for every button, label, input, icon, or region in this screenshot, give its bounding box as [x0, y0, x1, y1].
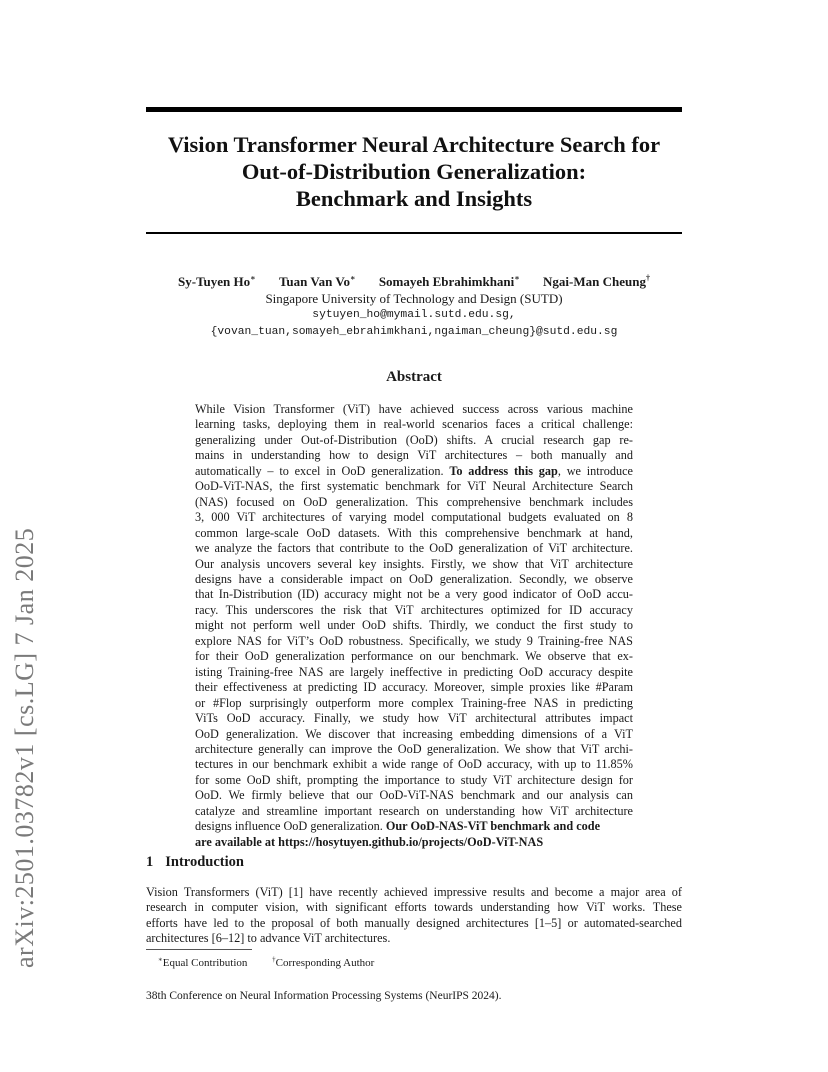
abstract-line: might not perform well under OoD shifts. Thirdly, we conduct the first study to	[195, 618, 633, 633]
footnote: †Corresponding Author	[272, 955, 375, 969]
abstract-line: While Vision Transformer (ViT) have achieved success across various machine	[195, 402, 633, 416]
abstract-line: 3, 000 ViT architectures of varying model computational budgets evaluated on 8	[195, 510, 633, 525]
author-names	[140, 270, 688, 290]
email-line: {vovan_tuan,somayeh_ebrahimkhani,ngaiman_cheung}@sutd.edu.sg	[210, 326, 618, 339]
abstract-line: ViTs OoD accuracy. Finally, we study how ViT architectural attributes impact	[195, 711, 633, 726]
section-number: 1	[146, 854, 154, 870]
email-line: sytuyen_ho@mymail.sutd.edu.sg,	[312, 309, 516, 322]
abstract-line: generalizing under Out-of-Distribution (OoD) shifts. A crucial research gap re-	[195, 432, 633, 447]
footnote: ∗Equal Contribution	[158, 955, 248, 969]
footnote-rule	[146, 949, 252, 950]
author: Somayeh Ebrahimkhani∗	[378, 274, 520, 290]
abstract-line: we analyze the factors that contribute to the OoD generalization of ViT architecture.	[195, 541, 633, 556]
abstract-line: designs have a considerable impact on OoD generalization. Secondly, we observe	[195, 571, 633, 586]
abstract-line: for their OoD generalization performance on our benchmark. We observe that ex-	[195, 649, 633, 664]
title-top-rule	[146, 107, 682, 112]
intro-paragraph	[146, 885, 682, 947]
paper-title	[120, 131, 708, 212]
abstract-line: isting Training-free NAS are largely ineffective in predicting OoD accuracy despite	[195, 664, 633, 679]
intro-line: research in computer vision, with significant efforts towards understanding how ViT works. These	[146, 900, 682, 915]
abstract-line: architecture generally can improve the OoD generalization. We show that ViT archi-	[195, 741, 633, 756]
author: Tuan Van Vo∗	[278, 274, 356, 290]
abstract-line: or #Flop surprisingly outperform more complex Training-free NAS in predicting	[195, 695, 633, 710]
arxiv-side-label: arXiv:2501.03782v1 [cs.LG] 7 Jan 2025	[10, 527, 39, 968]
abstract-line: racy. This underscores the risk that ViT architectures optimized for ID accuracy	[195, 602, 633, 617]
abstract-line: tectures in our benchmark exhibit a wide range of OoD accuracy, with up to 11.85%	[195, 757, 633, 772]
abstract-line: for some OoD shift, prompting the importance to study ViT architecture design for	[195, 772, 633, 787]
intro-line: architectures [6–12] to advance ViT architectures.	[146, 931, 391, 946]
abstract-line: explore NAS for ViT’s OoD robustness. Specifically, we study 9 Training-free NAS	[195, 633, 633, 648]
abstract-line: designs influence OoD generalization. Our OoD-NAS-ViT benchmark and code	[195, 819, 601, 834]
footnotes	[158, 955, 396, 969]
abstract-line: are available at https://hosytuyen.github.io/projects/OoD-ViT-NAS	[195, 834, 544, 849]
abstract-line: OoD. We firmly believe that our OoD-ViT-NAS benchmark and our analysis can	[195, 788, 633, 803]
intro-line: Vision Transformers (ViT) [1] have recently achieved impressive results and become a major area of	[146, 885, 682, 899]
abstract-body	[195, 402, 633, 850]
abstract-line: catalyze and streamline important research on understanding how ViT architecture	[195, 803, 633, 818]
abstract-line: Our analysis uncovers several key insights. Firstly, we show that ViT architecture	[195, 556, 633, 571]
title-line: Benchmark and Insights	[295, 186, 533, 211]
abstract-line: OoD generalization. We discover that increasing embedding dimensions of a ViT	[195, 726, 633, 741]
abstract-line: that In-Distribution (ID) accuracy might not be a very good indicator of OoD accu-	[195, 587, 633, 602]
title-line: Vision Transformer Neural Architecture Search for	[167, 132, 661, 157]
abstract-line: learning tasks, deploying them in real-world scenarios faces a critical challenge:	[195, 417, 633, 432]
abstract-line: common large-scale OoD datasets. With this comprehensive benchmark at hand,	[195, 525, 633, 540]
intro-line: efforts have led to the proposal of both manually designed architectures [1–5] or automated-searched	[146, 915, 682, 930]
author: Ngai-Man Cheung†	[543, 274, 650, 290]
abstract-line: mains in understanding how to design ViT architectures – both manually and	[195, 448, 633, 463]
author-block	[140, 270, 688, 341]
abstract-heading: Abstract	[386, 369, 442, 385]
abstract-line: automatically – to excel in OoD generalization. To address this gap, we introduce	[195, 463, 633, 478]
abstract-line: their effectiveness at predicting ID accuracy. Moreover, simple proxies like #Param	[195, 680, 633, 695]
abstract-line: (NAS) focused on OoD generalization. This comprehensive benchmark includes	[195, 494, 633, 509]
title-line: Out-of-Distribution Generalization:	[241, 159, 587, 184]
affiliation: Singapore University of Technology and Design (SUTD)	[265, 291, 563, 307]
author: Sy-Tuyen Ho∗	[178, 274, 256, 290]
section-title: Introduction	[165, 854, 244, 870]
title-bottom-rule	[146, 232, 682, 234]
section-heading	[146, 854, 244, 871]
abstract-line: OoD-ViT-NAS, the first systematic benchmark for ViT Neural Architecture Search	[195, 479, 633, 494]
venue-note: 38th Conference on Neural Information Processing Systems (NeurIPS 2024).	[146, 990, 502, 1002]
